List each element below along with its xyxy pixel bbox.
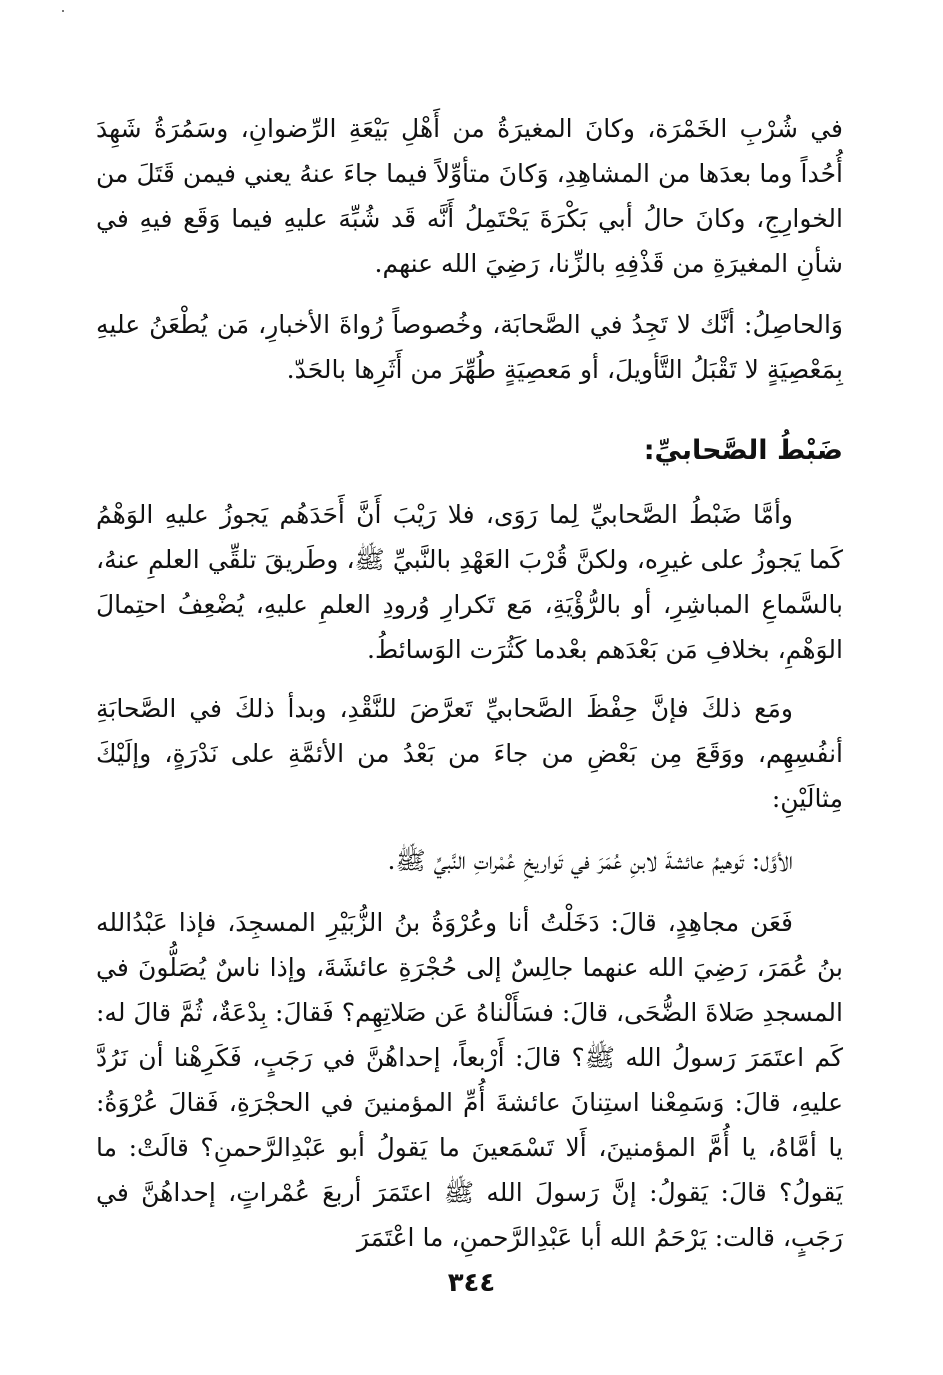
paragraph-first-example: الأوَّل: تَوهيمُ عائشةَ لابنِ عُمَرَ في تَواريخِ عُمْراتِ النَّبيِّ ﷺ. xyxy=(387,846,793,875)
paragraph-criticism: ومَع ذلكَ فإنَّ حِفْظَ الصَّحابيِّ تَعرَّضَ للنَّقْدِ، وبدأ ذلكَ في الصَّحابَةِ أنفُسِهِم، ووَقَعَ مِن بَعْضِ من جاءَ من بَعْدُ من الأئمَّةِ على نَدْرَةٍ، وإلَيْكَ مِثالَيْنِ: xyxy=(96,694,843,813)
paragraph-narration: فَعَن مجاهِدٍ، قالَ: دَخَلْتُ أنا وعُرْوَةُ بنُ الزُّبَيْرِ المسجِدَ، فإذا عَبْدُالله بنُ عُمَرَ، رَضِيَ الله عنهما جالِسٌ إلى حُجْرَةِ عائشَةَ، وإذا ناسٌ يُصَلُّونَ في المسجدِ صَلاةَ الضُّحَى، قالَ: فسَأَلْناهُ عَن صَلاتِهِم؟ فَقالَ: بِدْعَةٌ، ثُمَّ قالَ له: كَم اعتَمَرَ رَسولُ الله ﷺ؟ قالَ: أَرْبعاً، إحداهُنَّ في رَجَبٍ، فَكَرِهْنا أن نَرُدَّ عليهِ، قالَ: وَسَمِعْنا استِنانَ عائشةَ أُمِّ المؤمنينَ في الحجْرَةِ، فَقالَ عُرْوَةُ: يا أمَّاهُ، يا أُمَّ المؤمنينَ، أَلا تَسْمَعينَ ما يَقولُ أبو عَبْدِالرَّحمنِ؟ قالَتْ: ما يَقولُ؟ قالَ: يَقولُ: إنَّ رَسولَ الله ﷺ اعتَمَرَ أربعَ عُمْراتٍ، إحداهُنَّ في رَجَبٍ، قالت: يَرْحَمُ الله أبا عَبْدِالرَّحمنِ، ما اعْتَمَرَ xyxy=(96,908,843,1252)
paragraph-continuation: في شُرْبِ الخَمْرَة، وكانَ المغيرَةُ من أَهْلِ بَيْعَةِ الرِّضوانِ، وسَمُرَةُ شَهِدَ أُحُداً وما بعدَها من المشاهِدِ، وَكانَ متأوِّلاً فيما جاءَ عنهُ يعني فيمن قَتَلَ من الخوارِجِ، وكانَ حالُ أبي بَكْرَةَ يَحْتَمِلُ أَنَّه قَد شُبِّهَ عليهِ فيما وَقَع فيهِ في شأنِ المغيرَةِ من قَذْفِهِ بالزِّنا، رَضِيَ الله عنهم. xyxy=(96,114,843,278)
paragraph-companion-precision: وأمَّا ضَبْطُ الصَّحابيِّ لِما رَوَى، فلا رَيْبَ أَنَّ أَحَدَهُم يَجوزُ عليهِ الوَهْمُ كَما يَجوزُ على غيرِه، ولكنَّ قُرْبَ العَهْدِ بالنَّبيِّ ﷺ، وطَريقَ تلقِّي العلمِ عنهُ، بالسَّماعِ المباشِرِ، أو بالرُّؤْيَةِ، مَع تَكرارِ وُرودِ العلمِ عليهِ، يُضْعِفُ احتِمالَ الوَهْمِ، بخلافِ مَن بَعْدَهم بعْدما كَثُرَت الوَسائطُ. xyxy=(96,500,843,664)
scan-speck xyxy=(62,10,64,12)
section-heading: ضَبْطُ الصَّحابيِّ: xyxy=(643,435,843,466)
paragraph-conclusion: وَالحاصِلُ: أنَّك لا تَجِدُ في الصَّحابَة، وخُصوصاً رُواةَ الأخبارِ، مَن يُطْعَنُ عليهِ بِمَعْصِيَةٍ لا تَقْبَلُ التَّأويلَ، أو مَعصِيَةٍ طُهِّرَ من أَثَرِها بالحَدّ. xyxy=(96,310,843,384)
page-number: ٣٤٤ xyxy=(447,1268,496,1298)
